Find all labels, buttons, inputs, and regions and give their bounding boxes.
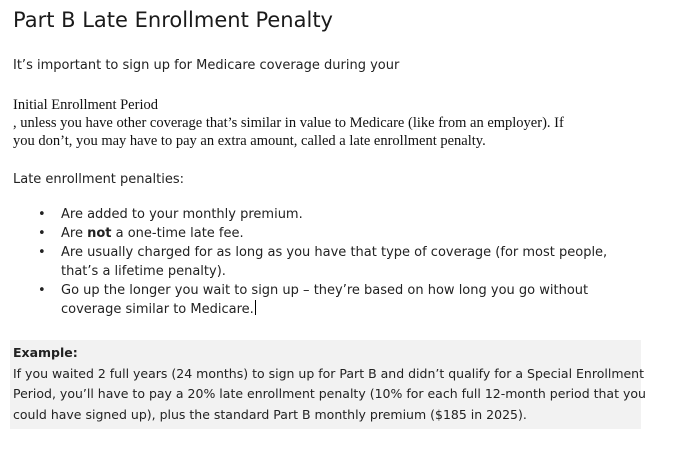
penalties-label: Late enrollment penalties: — [13, 172, 184, 187]
penalties-list — [38, 205, 658, 319]
enrollment-paragraph — [13, 96, 673, 150]
example-line-2: Period, you’ll have to pay a 20% late enrollment penalty (10% for each full 12-month period that you — [13, 386, 646, 401]
enrollment-line-2: you don’t, you may have to pay an extra amount, called a late enrollment penalty. — [13, 133, 486, 149]
bullet-text-bold: not — [87, 226, 112, 241]
list-item — [38, 243, 658, 281]
list-item — [38, 205, 658, 224]
bullet-text-post: a one-time late fee. — [111, 226, 244, 241]
bullet-icon: • — [38, 207, 46, 222]
list-item — [38, 281, 658, 319]
list-item — [38, 224, 658, 243]
bullet-text-pre: Are — [61, 226, 88, 241]
bullet-text-line-1: Go up the longer you wait to sign up – they’re based on how long you go without — [61, 283, 589, 298]
initial-enrollment-period-text: Initial Enrollment Period — [13, 97, 158, 113]
page-title: Part B Late Enrollment Penalty — [13, 8, 333, 32]
bullet-icon: • — [38, 245, 46, 260]
text-cursor — [255, 300, 256, 315]
example-box — [10, 340, 646, 429]
bullet-text: Are added to your monthly premium. — [61, 207, 303, 222]
intro-text: It’s important to sign up for Medicare coverage during your — [13, 58, 400, 73]
bullet-icon: • — [38, 283, 46, 298]
bullet-text-line-2: that’s a lifetime penalty). — [61, 264, 226, 279]
bullet-text-line-2 — [61, 300, 658, 319]
bullet-icon: • — [38, 226, 46, 241]
example-heading: Example: — [13, 345, 78, 360]
enrollment-line-1: , unless you have other coverage that’s similar in value to Medicare (like from an employer). If — [13, 115, 564, 131]
example-line-1: If you waited 2 full years (24 months) to sign up for Part B and didn’t qualify for a Special Enrollment — [13, 365, 645, 381]
bullet-text-line-1: Are usually charged for as long as you have that type of coverage (for most people, — [61, 245, 608, 260]
bullet-text — [61, 224, 658, 243]
example-line-3: could have signed up), plus the standard Part B monthly premium ($185 in 2025). — [13, 406, 527, 422]
bullet-text-end: coverage similar to Medicare. — [61, 302, 254, 317]
